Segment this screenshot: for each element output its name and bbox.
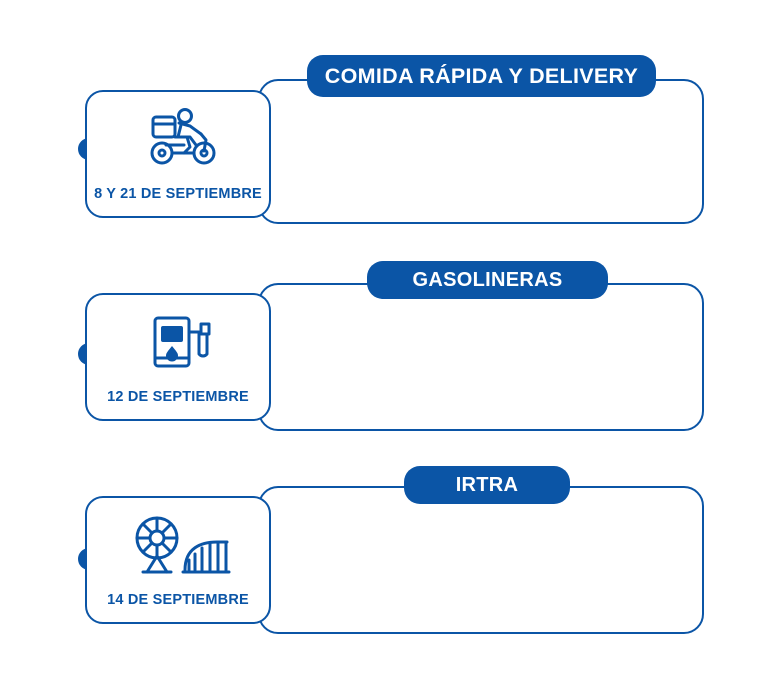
promo-title-pill: [307, 55, 656, 97]
promo-title-pill: [367, 261, 608, 299]
promo-date-card: [85, 496, 271, 624]
promo-date-label: 12 DE SEPTIEMBRE: [107, 389, 249, 405]
ferris-wheel-icon: [87, 510, 269, 578]
promo-body-card: [258, 283, 704, 431]
fuel-pump-icon: [87, 307, 269, 375]
promo-title: IRTRA: [455, 473, 519, 496]
promo-date-card: [85, 90, 271, 218]
promo-body-card: [258, 486, 704, 634]
promo-title: COMIDA RÁPIDA Y DELIVERY: [324, 63, 639, 88]
delivery-scooter-icon: [87, 104, 269, 172]
promo-title-pill: [404, 466, 570, 504]
promo-title: GASOLINERAS: [412, 268, 563, 291]
promo-body-card: [258, 79, 704, 224]
promo-date-card: [85, 293, 271, 421]
promo-date-label: 14 DE SEPTIEMBRE: [107, 592, 249, 608]
promo-date-label: 8 Y 21 DE SEPTIEMBRE: [94, 186, 262, 202]
